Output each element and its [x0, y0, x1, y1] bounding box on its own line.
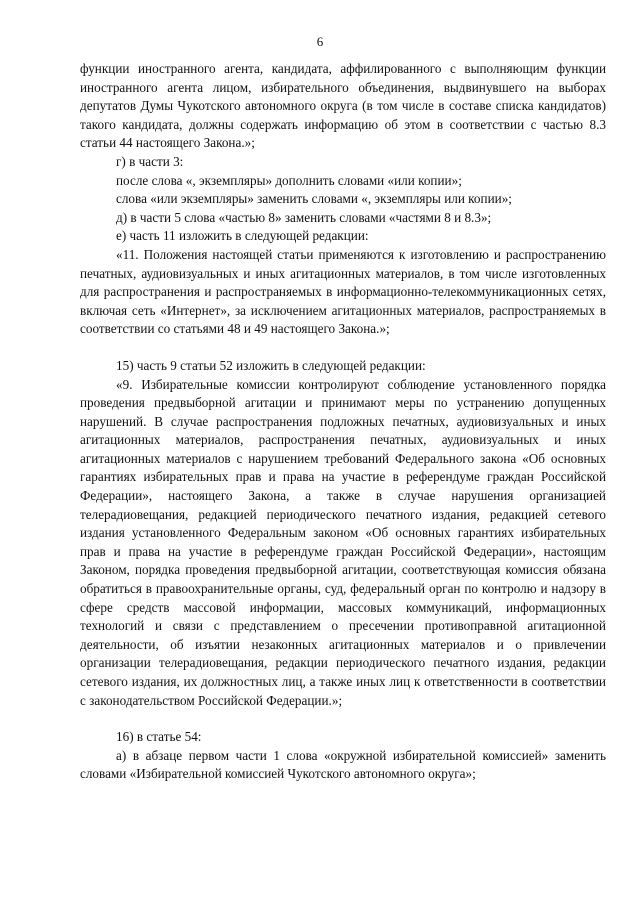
paragraph-part-11: «11. Положения настоящей статьи применяются к изготовлению и распространению печатных, аудиовизуальных и иных агитационных материалов, в том числе изготовленных для распространения и распространяемых в информационно-телекоммуникационных сетях, включая сеть «Интернет», за исключением агитационных материалов, распространяемых в соответствии со статьями 48 и 49 настоящего Закона.»;	[80, 246, 606, 337]
paragraph-foreign-agent-info: функции иностранного агента, кандидата, аффилированного с выполняющим функции иностранного агента лицом, избирательного объединения, выдвинувшего на выборах депутатов Думы Чукотского автономного округа (в том числе в составе списка кандидатов) такого кандидата, должны содержать информацию об этом в соответствии с частью 8.3 статьи 44 настоящего Закона.»;	[80, 61, 606, 151]
paragraph-item-d: д) в части 5 слова «частью 8» заменить словами «частями 8 и 8.3»;	[116, 209, 492, 225]
paragraph-item-15: 15) часть 9 статьи 52 изложить в следующей редакции:	[116, 357, 426, 373]
paragraph-item-g: г) в части 3:	[116, 153, 184, 169]
paragraph-item-a: а) в абзаце первом части 1 слова «окружной избирательной комиссией» заменить словами «Избирательной комиссией Чукотского автономного округа»;	[80, 747, 606, 782]
paragraph-part-9: «9. Избирательные комиссии контролируют соблюдение установленного порядка проведения предвыборной агитации и принимают меры по устранению допущенных нарушений. В случае распространения подложных печатных, аудиовизуальных и иных агитационных материалов, распространения печатных, аудиовизуальных и иных агитационных материалов с нарушением требований Федерального закона «Об основных гарантиях избирательных прав и права на участие в референдуме граждан Российской Федерации», настоящего Закона, а также в случае нарушения организацией телерадиовещания, редакцией периодического печатного издания, редакцией сетевого издания установленного Федеральным законом «Об основных гарантиях избирательных прав и права на участие в референдуме граждан Российской Федерации», настоящим Законом, порядка проведения предвыборной агитации, соответствующая комиссия обязана обратиться в правоохранительные органы, суд, федеральный орган по контролю и надзору в сфере средств массовой информации, массовых коммуникаций, информационных технологий и связи с представлением о пресечении противоправной агитационной деятельности, об изъятии незаконных агитационных материалов и о привлечении организации телерадиовещания, редакции периодического печатного издания, редакции сетевого издания, их должностных лиц, а также иных лиц к ответственности в соответствии с законодательством Российской Федерации.»;	[80, 376, 606, 708]
document-body	[80, 60, 606, 784]
paragraph-item-16: 16) в статье 54:	[116, 729, 202, 745]
paragraph-item-e: е) часть 11 изложить в следующей редакции:	[116, 228, 369, 244]
paragraph-add-copies: после слова «, экземпляры» дополнить словами «или копии»;	[116, 172, 462, 188]
page-number: 6	[316, 34, 324, 49]
paragraph-replace-copies: слова «или экземпляры» заменить словами «, экземпляры или копии»;	[116, 191, 512, 207]
